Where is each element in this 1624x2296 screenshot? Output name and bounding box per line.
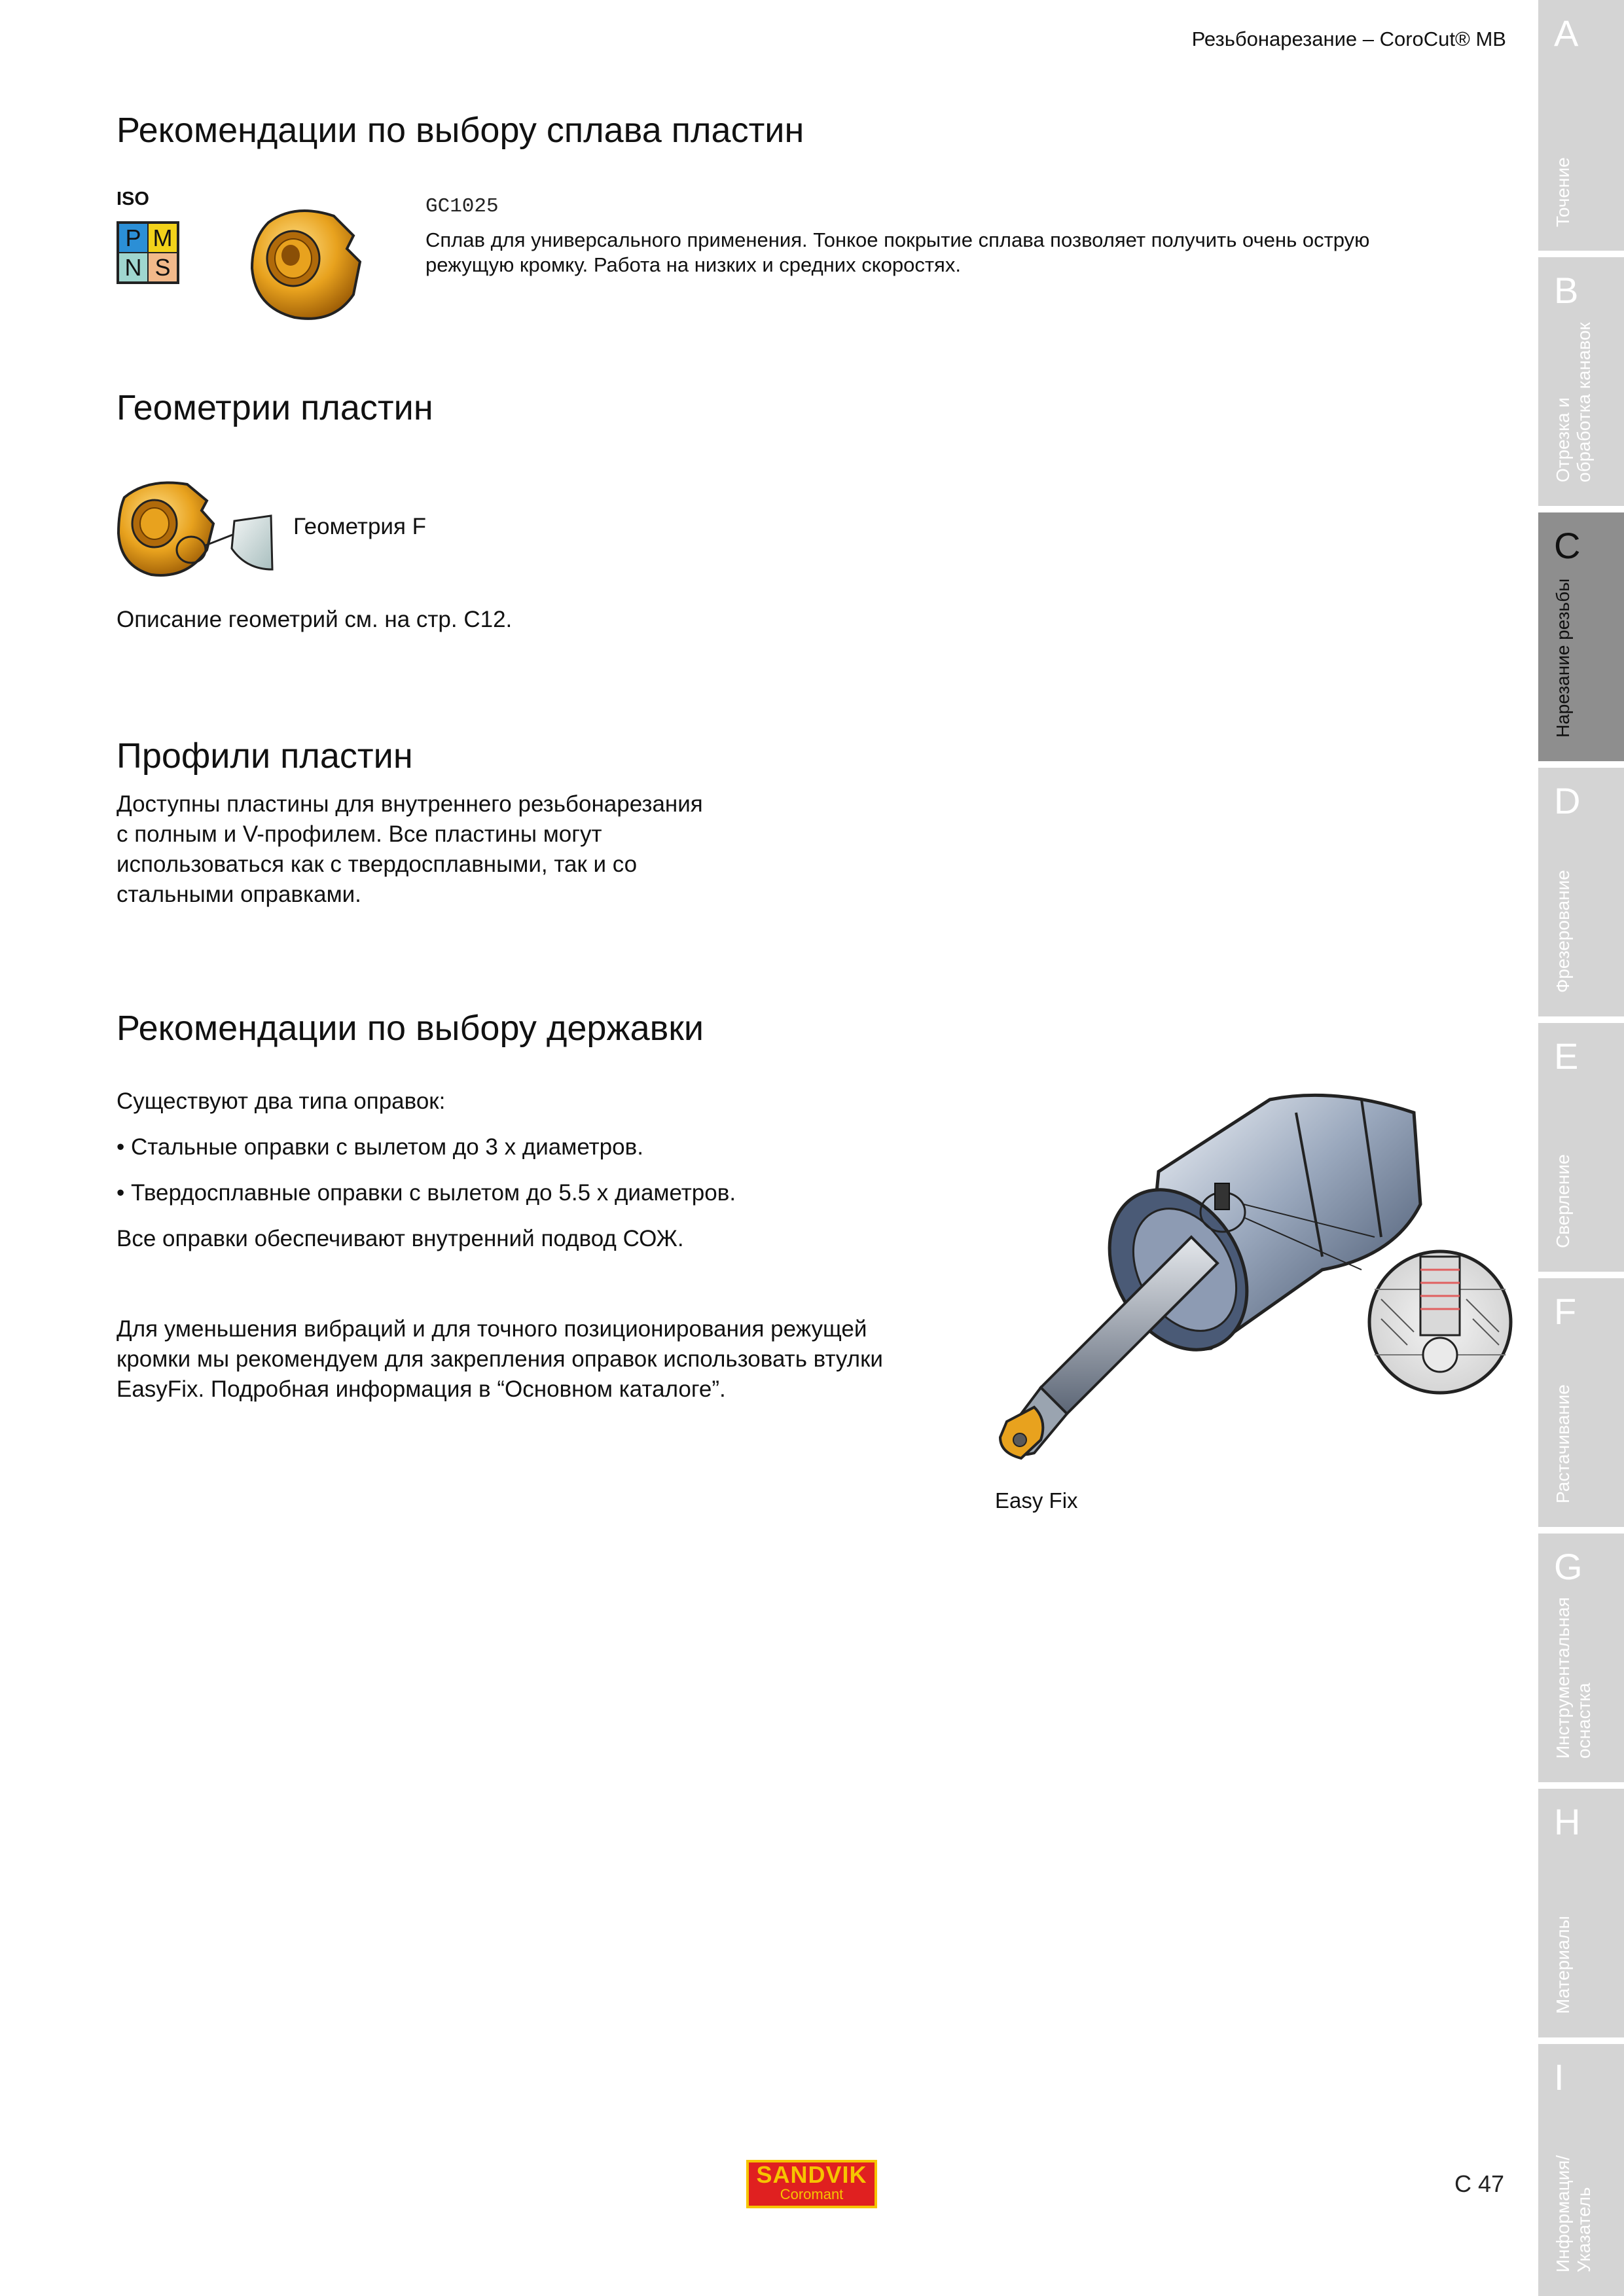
side-tab-label: Точение	[1553, 157, 1573, 227]
grade-heading: Рекомендации по выбору сплава пластин	[117, 111, 804, 150]
profiles-line: Доступны пластины для внутреннего резьбонарезания	[117, 791, 703, 817]
side-tab-letter: B	[1554, 270, 1579, 311]
side-tab-letter: C	[1554, 525, 1581, 566]
holder-heading: Рекомендации по выбору державки	[117, 1009, 704, 1048]
side-tab-label: Материалы	[1553, 1916, 1573, 2014]
iso-material-grid	[117, 221, 179, 284]
side-tab-f[interactable]	[1538, 1278, 1624, 1527]
grade-code: GC1025	[425, 195, 499, 218]
side-tab-a[interactable]	[1538, 0, 1624, 251]
side-tab-label: Инструментальная оснастка	[1553, 1597, 1594, 1759]
running-header: Резьбонарезание – CoroCut® MB	[1191, 27, 1506, 50]
profiles-heading: Профили пластин	[117, 736, 413, 776]
side-tab-letter: D	[1554, 780, 1581, 821]
side-tab-letter: H	[1554, 1801, 1581, 1842]
profiles-line: использоваться как с твердосплавными, так и со	[117, 852, 638, 877]
side-tab-e[interactable]	[1538, 1023, 1624, 1272]
side-tab-label: Фрезерование	[1553, 870, 1573, 993]
iso-cell-p: P	[118, 223, 148, 253]
iso-cell-s: S	[148, 253, 177, 282]
holder-bullet-steel: • Стальные оправки с вылетом до 3 x диаметров.	[117, 1134, 643, 1160]
iso-cell-n: N	[118, 253, 148, 282]
side-tab-label: Растачивание	[1553, 1384, 1573, 1503]
easyfix-line: кромки мы рекомендуем для закрепления оправок использовать втулки	[117, 1346, 883, 1372]
easyfix-text	[117, 1314, 883, 1405]
holder-coolant: Все оправки обеспечивают внутренний подвод СОЖ.	[117, 1226, 684, 1251]
profiles-line: стальными оправками.	[117, 882, 361, 907]
holder-bullet-carbide: • Твердосплавные оправки с вылетом до 5.5 x диаметров.	[117, 1180, 736, 1206]
easyfix-line: EasyFix. Подробная информация в “Основном каталоге”.	[117, 1376, 726, 1402]
grade-description-1: Сплав для универсального применения. Тонкое покрытие сплава позволяет получить очень острую	[425, 228, 1370, 251]
holder-intro: Существуют два типа оправок:	[117, 1088, 446, 1114]
geometry-f-image	[115, 471, 285, 583]
geometry-f-label: Геометрия F	[293, 514, 427, 539]
side-tab-letter: E	[1554, 1035, 1579, 1077]
easyfix-holder-image	[995, 1073, 1519, 1479]
side-tab-letter: G	[1554, 1546, 1583, 1587]
easyfix-line: Для уменьшения вибраций и для точного позиционирования режущей	[117, 1316, 867, 1342]
side-tab-label: Отрезка и обработка канавок	[1553, 322, 1594, 482]
easyfix-caption: Easy Fix	[995, 1488, 1078, 1513]
iso-label: ISO	[117, 188, 149, 209]
geometry-heading: Геометрии пластин	[117, 388, 433, 427]
profiles-text	[117, 789, 703, 910]
side-tab-c[interactable]	[1538, 512, 1624, 761]
grade-description-2: режущую кромку. Работа на низких и средних скоростях.	[425, 253, 961, 276]
side-tab-d[interactable]	[1538, 768, 1624, 1016]
side-tab-b[interactable]	[1538, 257, 1624, 506]
side-tab-letter: F	[1554, 1291, 1577, 1332]
profiles-line: с полным и V-профилем. Все пластины могут	[117, 821, 602, 847]
iso-cell-m: M	[148, 223, 177, 253]
side-tab-i[interactable]	[1538, 2044, 1624, 2296]
insert-image	[242, 196, 373, 327]
sandvik-logo: SANDVIK Coromant	[746, 2160, 877, 2208]
page-number: C 47	[1454, 2170, 1505, 2197]
side-tab-label: Информация/ Указатель	[1553, 2155, 1594, 2272]
side-tab-letter: I	[1554, 2056, 1564, 2098]
side-tab-letter: A	[1554, 12, 1579, 54]
side-tab-label: Нарезание резьбы	[1553, 578, 1573, 738]
side-tab-g[interactable]	[1538, 1534, 1624, 1782]
side-tab-h[interactable]	[1538, 1789, 1624, 2037]
geometry-note: Описание геометрий см. на стр. C12.	[117, 607, 513, 632]
side-tab-label: Сверление	[1553, 1154, 1573, 1248]
